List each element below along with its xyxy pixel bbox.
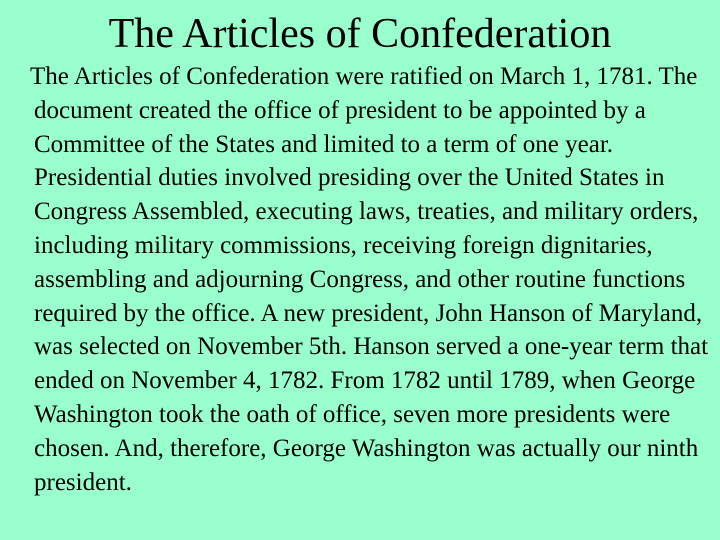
slide-body-text: The Articles of Confederation were ratified on March 1, 1781. The document created the office of president to be appointed by a Committee of the States and limited to a term of one year. Presidential duties involved presiding over the United States in Congress Assembled, executing laws, treaties, and military orders, including military commissions, receiving foreign dignitaries, assembling and adjourning Congress, and other routine functions required by the office. A new president, John Hanson of Maryland, was selected on November 5th. Hanson served a one-year term that ended on November 4, 1782. From 1782 until 1789, when George Washington took the oath of office, seven more presidents were chosen. And, therefore, George Washington was actually our ninth president. [30,63,709,496]
slide-title: The Articles of Confederation [108,11,612,57]
